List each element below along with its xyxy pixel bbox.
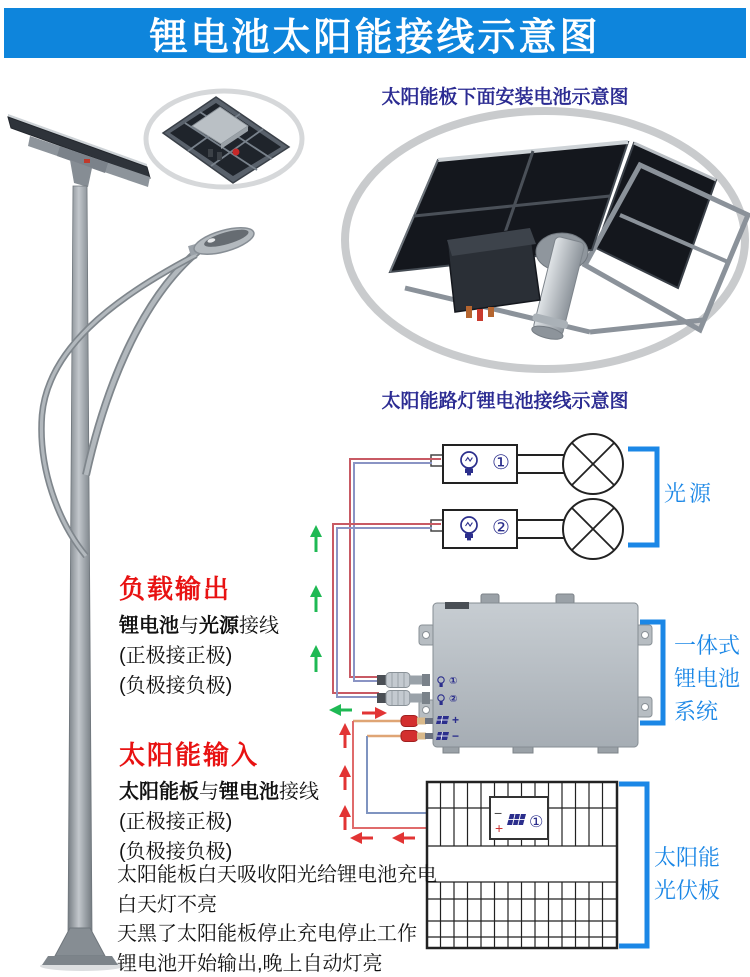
- page-title: 锂电池太阳能接线示意图: [149, 16, 601, 59]
- pv-plus-terminal: +: [495, 820, 504, 836]
- battery-pin-3: [488, 307, 494, 317]
- load-bold-battery: 锂电池: [119, 615, 179, 637]
- lamp-plug-2: [377, 691, 430, 706]
- note-line: 白天灯不亮: [117, 893, 217, 916]
- battery-system-label-line: 系统: [674, 699, 719, 724]
- lamp2-wire-blue: [337, 528, 432, 697]
- battery-red-mark: [84, 159, 90, 163]
- load-output-wire-line: [119, 611, 279, 641]
- notes-block: [117, 861, 437, 977]
- solar-input-line3: (负极接负极): [119, 841, 233, 863]
- solar-input-title: 太阳能输入: [119, 740, 260, 770]
- port-label-minus: −: [452, 729, 460, 743]
- solar-minus-crimp: [401, 731, 433, 742]
- solar-input-wire-line: [119, 777, 319, 807]
- load-output-line3: (负极接负极): [119, 675, 233, 697]
- solar-bold-panel: 太阳能板: [119, 781, 199, 803]
- pole-base-flare: [55, 928, 105, 956]
- solar-input-block: [119, 735, 319, 867]
- battery-system-label: [674, 629, 740, 728]
- light-source-bracket: [628, 449, 657, 545]
- battery-logo-mark: [445, 602, 469, 609]
- solar-panel-icon: [507, 814, 526, 825]
- battery-box: [377, 594, 663, 753]
- load-mid: 与: [179, 615, 199, 637]
- battery-pin-2: [477, 309, 483, 321]
- red-left-arrows: [350, 832, 415, 844]
- mini-panel-callout: [146, 91, 302, 187]
- port-label-lamp2: ②: [449, 694, 458, 705]
- load-output-title: 负载输出: [119, 574, 232, 604]
- pv-panel-label-line: 光伏板: [654, 878, 721, 903]
- lamp-units: [443, 434, 657, 559]
- load-output-line2: (正极接正极): [119, 645, 233, 667]
- header-banner: [4, 8, 746, 58]
- pv-minus-terminal: −: [494, 805, 503, 821]
- lamp1-wire-blue: [354, 463, 432, 681]
- battery-pin-1: [466, 306, 472, 318]
- lamp-arm-loop-outer: [41, 255, 196, 556]
- mini-red-dot: [233, 149, 240, 156]
- port-label-plus: +: [452, 713, 460, 727]
- pole-base-plate: [42, 956, 118, 965]
- top-diagram-title: 太阳能板下面安装电池示意图: [381, 87, 629, 108]
- pv-panel-label: [654, 841, 720, 907]
- lamp-symbol-2: [563, 499, 623, 559]
- pv-unit-number: ①: [529, 814, 544, 831]
- load-bold-light: 光源: [199, 615, 239, 637]
- pv-bracket: [619, 784, 647, 946]
- battery-body: [433, 603, 638, 747]
- pv-panel-label-line: 太阳能: [654, 845, 721, 870]
- red-right-arrow: [362, 707, 387, 719]
- lamp-unit-1-number: ①: [492, 452, 510, 474]
- mini-connector-1: [208, 149, 213, 157]
- solar-bold-battery: 锂电池: [219, 781, 279, 803]
- panel-underside-callout: [345, 111, 748, 369]
- light-source-label: 光源: [664, 481, 715, 506]
- port-label-lamp1: ①: [449, 676, 458, 687]
- load-output-block: [119, 569, 279, 701]
- battery-system-label-line: 一体式: [674, 633, 741, 658]
- lamp-leads: [517, 455, 565, 538]
- lamp-unit-2-number: ②: [492, 517, 510, 539]
- lamp-symbol-1: [563, 434, 623, 494]
- lamp-plug-1: [377, 673, 430, 688]
- solar-tail: 接线: [279, 781, 319, 803]
- green-up-arrows: [310, 525, 322, 672]
- note-line: 天黑了太阳能板停止充电停止工作: [117, 923, 417, 945]
- pole-shaft: [68, 186, 92, 932]
- wiring-diagram-title: 太阳能路灯锂电池接线示意图: [381, 391, 629, 412]
- green-left-arrow: [329, 704, 352, 716]
- mini-connector-2: [217, 152, 222, 160]
- battery-system-label-line: 锂电池: [674, 666, 741, 691]
- pv-panel: [427, 782, 647, 948]
- load-tail: 接线: [239, 615, 279, 637]
- note-line: 锂电池开始输出,晚上自动灯亮: [117, 952, 383, 975]
- solar-mid: 与: [199, 781, 219, 803]
- solar-input-line2: (正极接正极): [119, 811, 233, 833]
- red-up-arrows: [339, 723, 351, 830]
- note-line: 太阳能板白天吸收阳光给锂电池充电: [117, 864, 437, 886]
